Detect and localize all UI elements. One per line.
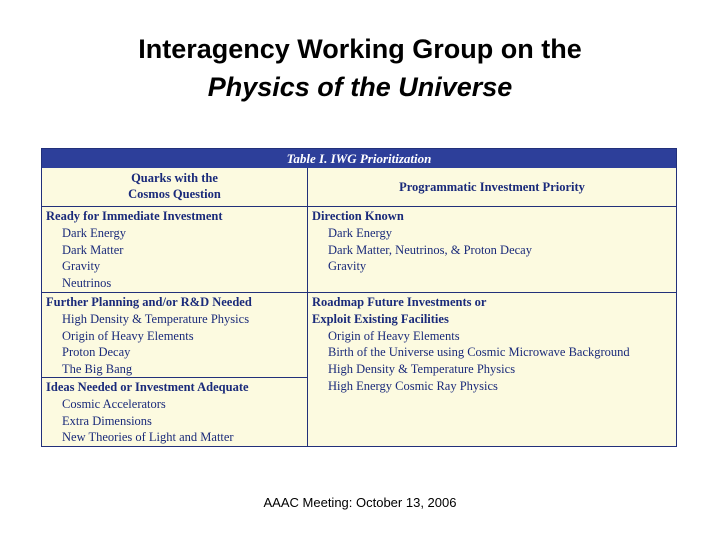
list-item: Dark Matter, Neutrinos, & Proton Decay bbox=[328, 242, 532, 257]
header-right: Programmatic Investment Priority bbox=[399, 180, 585, 194]
list-item: New Theories of Light and Matter bbox=[62, 430, 234, 445]
left-section-ideas-needed bbox=[46, 379, 306, 446]
left-section-further-planning bbox=[46, 294, 306, 378]
list-item: Dark Energy bbox=[62, 225, 126, 240]
column-divider bbox=[307, 168, 308, 447]
slide-title-line1: Interagency Working Group on the bbox=[138, 34, 582, 64]
header-divider bbox=[42, 206, 676, 207]
list-item: Dark Energy bbox=[328, 225, 392, 240]
section-title: Further Planning and/or R&D Needed bbox=[46, 295, 252, 309]
section-title: Direction Known bbox=[312, 209, 404, 223]
list-item: Origin of Heavy Elements bbox=[62, 328, 194, 343]
row-divider-1 bbox=[42, 292, 676, 293]
prioritization-table bbox=[41, 148, 677, 447]
right-section-roadmap bbox=[312, 294, 674, 395]
list-item: Origin of Heavy Elements bbox=[328, 328, 460, 343]
list-item: Gravity bbox=[62, 259, 101, 274]
header-left: Quarks with the Cosmos Question bbox=[128, 171, 221, 201]
section-title: Ideas Needed or Investment Adequate bbox=[46, 380, 249, 394]
list-item: Proton Decay bbox=[62, 345, 131, 360]
list-item: Dark Matter bbox=[62, 242, 124, 257]
footer-meeting-date: AAAC Meeting: October 13, 2006 bbox=[263, 495, 457, 510]
list-item: Gravity bbox=[328, 259, 367, 274]
section-title: Ready for Immediate Investment bbox=[46, 209, 223, 223]
table-caption: Table I. IWG Prioritization bbox=[42, 149, 676, 168]
slide-title bbox=[0, 30, 720, 106]
list-item: Birth of the Universe using Cosmic Microwave Background bbox=[328, 345, 630, 360]
slide-title-line2: Physics of the Universe bbox=[207, 72, 513, 102]
right-section-direction-known bbox=[312, 208, 674, 275]
section-title: Roadmap Future Investments or Exploit Existing Facilities bbox=[312, 295, 487, 326]
list-item: High Density & Temperature Physics bbox=[328, 362, 516, 377]
list-item: The Big Bang bbox=[62, 362, 133, 377]
list-item: High Energy Cosmic Ray Physics bbox=[328, 378, 498, 393]
list-item: High Density & Temperature Physics bbox=[62, 311, 250, 326]
list-item: Cosmic Accelerators bbox=[62, 396, 166, 411]
left-section-ready bbox=[46, 208, 306, 292]
list-item: Extra Dimensions bbox=[62, 413, 152, 428]
list-item: Neutrinos bbox=[62, 276, 112, 291]
